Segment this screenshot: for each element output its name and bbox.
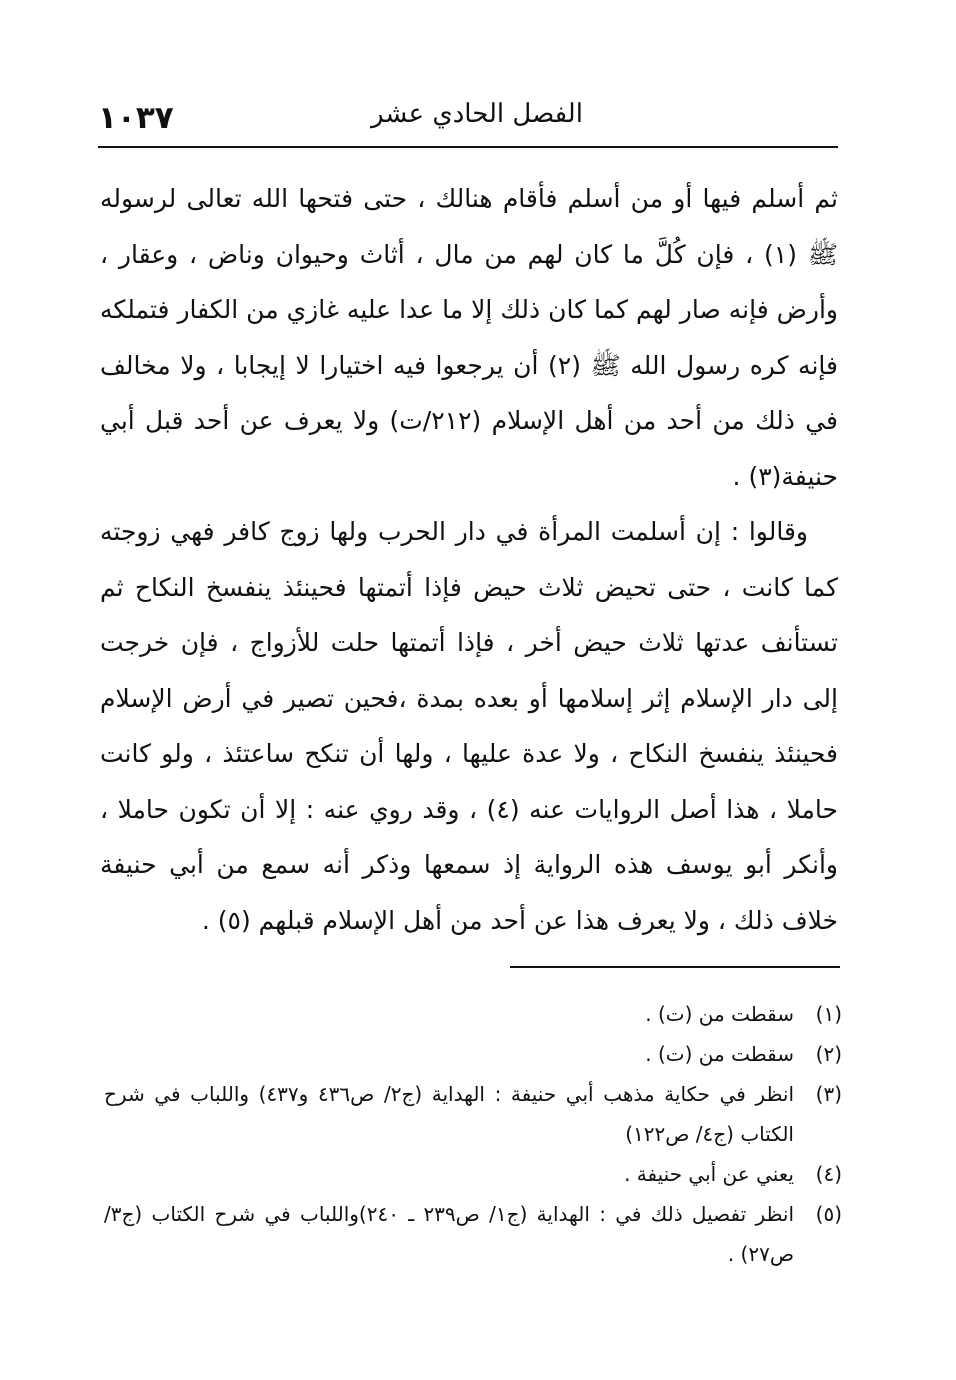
header-divider [98, 146, 838, 148]
footnote-text: انظر تفصيل ذلك في : الهداية (ج١/ ص٢٣٩ ـ ٢٤٠)واللباب في شرح الكتاب (ج٣/ ص٢٧) . [104, 1202, 795, 1266]
footnote-item [104, 1154, 842, 1194]
page-number: ١٠٣٧ [98, 100, 174, 136]
footnote-item [104, 1194, 842, 1274]
footnote-number: (٤) [815, 1162, 842, 1186]
page-header [98, 95, 856, 150]
footnote-text: سقطت من (ت) . [645, 1002, 794, 1026]
footnotes-list [104, 994, 842, 1274]
footnote-item [104, 994, 842, 1034]
footnote-number: (٥) [815, 1202, 842, 1226]
footnote-number: (١) [815, 1002, 842, 1026]
paragraph: ثم أسلم فيها أو من أسلم فأقام هنالك ، حتى فتحها الله تعالى لرسوله ﷺ (١) ، فإن كُلَّ ما كان لهم من مال ، أثاث وحيوان وناض ، وعقار ، وأرض فإنه صار لهم كما كان ذلك إلا ما عدا عليه غازي من الكفار فتملكه فإنه كره رسول الله ﷺ (٢) أن يرجعوا فيه اختيارا لا إيجابا ، ولا مخالف في ذلك من أحد من أهل الإسلام (٢١٢/ت) ولا يعرف عن أحد قبل أبي حنيفة(٣) . [100, 184, 838, 491]
footnote-item [104, 1034, 842, 1074]
footnote-divider [510, 966, 840, 968]
footnote-text: انظر في حكاية مذهب أبي حنيفة : الهداية (ج٢/ ص٤٣٦ و٤٣٧) واللباب في شرح الكتاب (ج٤/ ص١٢٢) [104, 1082, 794, 1146]
footnote-number: (٣) [815, 1082, 842, 1106]
footnote-text: يعني عن أبي حنيفة . [624, 1162, 794, 1186]
chapter-title: الفصل الحادي عشر [371, 99, 583, 129]
paragraph: وقالوا : إن أسلمت المرأة في دار الحرب ولها زوج كافر فهي زوجته كما كانت ، حتى تحيض ثلاث حيض فإذا أتمتها فحينئذ ينفسخ النكاح ثم تستأنف عدتها ثلاث حيض أخر ، فإذا أتمتها حلت للأزواج ، فإن خرجت إلى دار الإسلام إثر إسلامها أو بعده بمدة ،فحين تصير في أرض الإسلام فحينئذ ينفسخ النكاح ، ولا عدة عليها ، ولها أن تنكح ساعتئذ ، ولو كانت حاملا ، هذا أصل الروايات عنه (٤) ، وقد روي عنه : إلا أن تكون حاملا ، وأنكر أبو يوسف هذه الرواية إذ سمعها وذكر أنه سمع من أبي حنيفة خلاف ذلك ، ولا يعرف هذا عن أحد من أهل الإسلام قبلهم (٥) . [100, 517, 838, 935]
footnote-item [104, 1074, 842, 1154]
footnote-text: سقطت من (ت) . [645, 1042, 794, 1066]
footnote-number: (٢) [815, 1042, 842, 1066]
main-text [100, 171, 838, 948]
